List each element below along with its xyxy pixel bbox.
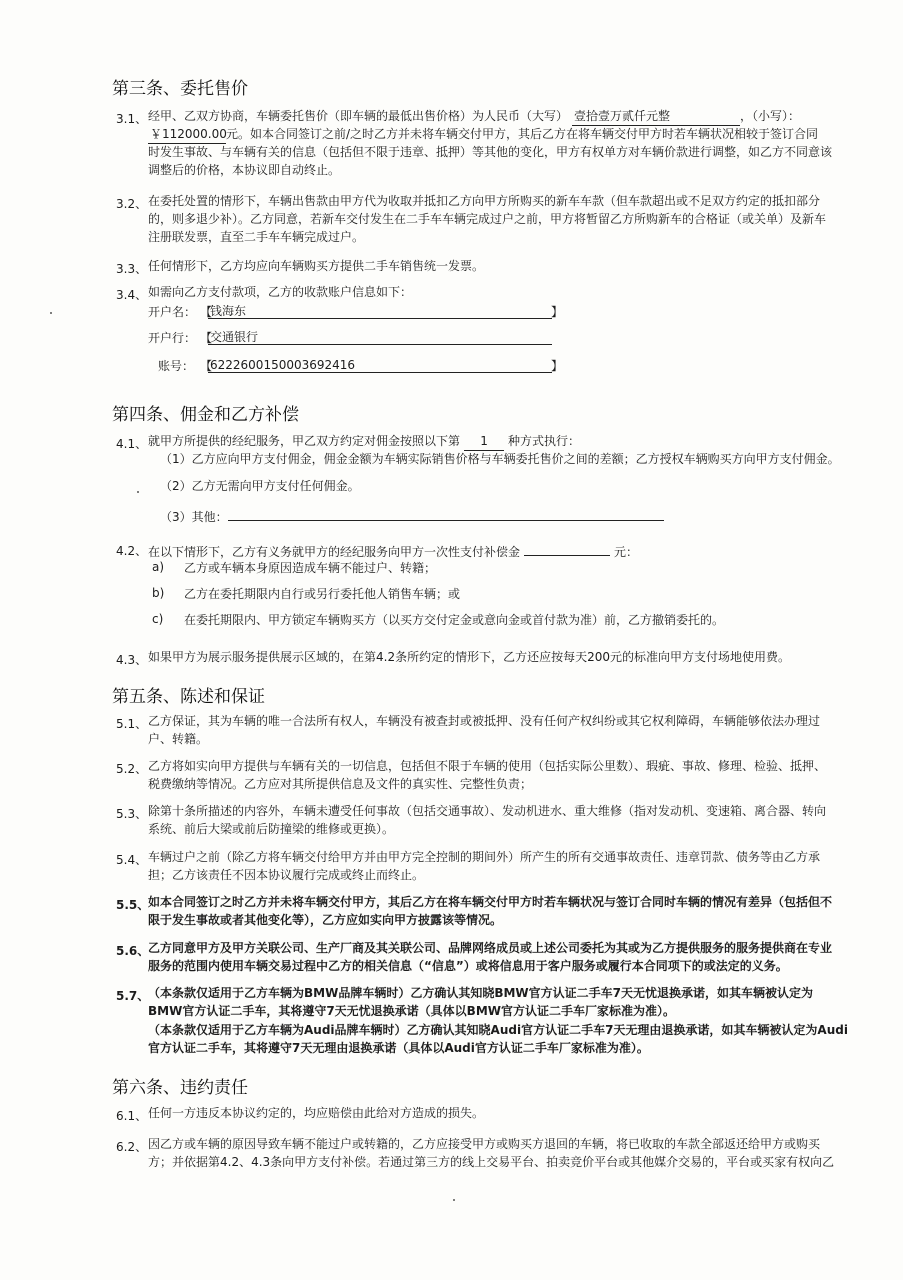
clause-5-2-number: 5.2、 xyxy=(116,762,148,776)
bank-field: 交通银行 xyxy=(208,329,552,345)
clause-6-2-number: 6.2、 xyxy=(116,1140,148,1154)
clause-5-1-number: 5.1、 xyxy=(116,717,148,731)
compensation-amount-field xyxy=(524,539,610,556)
clause-6-1-line-1: 任何一方违反本协议约定的，均应赔偿由此给对方造成的损失。 xyxy=(148,1106,485,1120)
clause-5-5-line-2: 限于发生事故或者其他变化等），乙方应如实向甲方披露该等情况。 xyxy=(148,913,503,927)
clause-5-3-number: 5.3、 xyxy=(116,807,148,821)
clause-6-2-line-2: 方；并依据第4.2、4.3条向甲方支付补偿。若通过第三方的线上交易平台、拍卖竞价平台或其他媒介交易的，平台或买家有权向乙 xyxy=(148,1155,835,1169)
commission-option-3 xyxy=(160,504,664,526)
clause-5-6-number: 5.6、 xyxy=(116,944,150,958)
article-4-heading: 第四条、佣金和乙方补偿 xyxy=(112,405,299,425)
clause-6-1-number: 6.1、 xyxy=(116,1109,148,1123)
clause-5-3-line-1: 除第十条所描述的内容外，车辆未遭受任何事故（包括交通事故）、发动机进水、重大维修（指对发动机、变速箱、离合器、转向 xyxy=(148,804,827,818)
clause-5-7-line-2: BMW官方认证二手车，其将遵守7天无忧退换承诺（具体以BMW官方认证二手车厂家标准为准）。 xyxy=(148,1004,676,1018)
case-c-marker: c) xyxy=(152,612,164,626)
commission-option-1: （1）乙方应向甲方支付佣金，佣金金额为车辆实际销售价格与车辆委托售价之间的差额；乙方授权车辆购买方向甲方支付佣金。 xyxy=(160,452,840,466)
case-c-text: 在委托期限内、甲方锁定车辆购买方（以买方交付定金或意向金或首付款为准）前，乙方撤销委托的。 xyxy=(184,613,725,627)
account-number-label: 账号： xyxy=(158,359,195,373)
clause-5-7-line-1: （本条款仅适用于乙方车辆为BMW品牌车辆时）乙方确认其知晓BMW官方认证二手车7天无忧退换承诺，如其车辆被认定为 xyxy=(148,986,814,1000)
clause-3-2-line-2: 的，则多退少补）。乙方同意，若新车交付发生在二手车车辆完成过户之前，甲方将暂留乙方所购新车的合格证（或关单）及新车 xyxy=(148,212,827,226)
clause-3-1-line-1 xyxy=(148,107,800,126)
commission-option-2: （2）乙方无需向甲方支付任何佣金。 xyxy=(160,479,360,493)
clause-4-3-line-1: 如果甲方为展示服务提供展示区域的，在第4.2条所约定的情形下，乙方还应按每天200元的标准向甲方支付场地使用费。 xyxy=(148,650,790,664)
clause-5-4-line-2: 担；乙方该责任不因本协议履行完成或终止而终止。 xyxy=(148,868,425,882)
clause-3-4-number: 3.4、 xyxy=(116,288,148,302)
account-holder-close-bracket: 】 xyxy=(551,305,564,319)
price-upper-field: 壹拾壹万贰仟元整 xyxy=(572,107,740,126)
clause-4-2-number: 4.2、 xyxy=(116,544,148,558)
case-b-text: 乙方在委托期限内自行或另行委托他人销售车辆；或 xyxy=(184,587,461,601)
case-a-marker: a) xyxy=(152,560,165,574)
account-number-field: 6222600150003692416 xyxy=(208,357,552,373)
account-holder-open-bracket: 【 xyxy=(200,305,213,319)
account-holder-field: 钱海东 xyxy=(208,303,552,319)
clause-5-1-line-1: 乙方保证，其为车辆的唯一合法所有权人，车辆没有被查封或被抵押、没有任何产权纠纷或其它权利障碍，车辆能够依法办理过 xyxy=(148,714,821,728)
clause-3-1-number: 3.1、 xyxy=(116,112,148,126)
clause-5-5-number: 5.5、 xyxy=(116,898,150,912)
clause-3-1-line-2 xyxy=(148,125,818,144)
clause-5-2-line-2: 税费缴纳等情况。乙方应对其所提供信息及文件的真实性、完整性负责； xyxy=(148,777,533,791)
clause-5-6-line-1: 乙方同意甲方及甲方关联公司、生产厂商及其关联公司、品牌网络成员或上述公司委托为其或为乙方提供服务的服务提供商在专业 xyxy=(148,941,833,955)
clause-4-3-number: 4.3、 xyxy=(116,653,148,667)
clause-5-7-line-3: （本条款仅适用于乙方车辆为Audi品牌车辆时）乙方确认其知晓Audi官方认证二手车7天无理由退换承诺，如其车辆被认定为Audi xyxy=(148,1023,848,1037)
case-b-marker: b) xyxy=(152,586,165,600)
clause-4-2-text: 在以下情形下，乙方有义务就甲方的经纪服务向甲方一次性支付补偿金 xyxy=(148,545,521,559)
commission-method-field: 1 xyxy=(464,432,504,451)
clause-4-1-line-1 xyxy=(148,432,580,451)
clause-3-1-line-4: 调整后的价格，本协议即自动终止。 xyxy=(148,163,341,177)
case-a-text: 乙方或车辆本身原因造成车辆不能过户、转籍； xyxy=(184,561,437,575)
clause-4-1-text: 就甲方所提供的经纪服务，甲乙双方约定对佣金按照以下第 xyxy=(148,434,461,448)
clause-3-3-line-1: 任何情形下，乙方均应向车辆购买方提供二手车销售统一发票。 xyxy=(148,259,485,273)
clause-5-7-number: 5.7、 xyxy=(116,989,150,1003)
account-number-open-bracket: 【 xyxy=(200,359,213,373)
clause-5-4-number: 5.4、 xyxy=(116,853,148,867)
article-5-heading: 第五条、陈述和保证 xyxy=(112,687,265,707)
article-6-heading: 第六条、违约责任 xyxy=(112,1078,248,1098)
account-number-close-bracket: 】 xyxy=(551,359,564,373)
commission-other-field xyxy=(228,504,664,521)
clause-5-6-line-2: 服务的范围内使用车辆交易过程中乙方的相关信息（“信息”）或将信息用于客户服务或履行本合同项下的或法定的义务。 xyxy=(148,959,788,973)
clause-3-1-lower-label: ，（小写）： xyxy=(740,109,801,123)
bank-open-bracket: 【 xyxy=(200,331,213,345)
clause-4-1-number: 4.1、 xyxy=(116,437,148,451)
bank-label: 开户行： xyxy=(148,331,197,345)
scan-speck xyxy=(137,491,139,493)
clause-5-1-line-2: 户、转籍。 xyxy=(148,732,209,746)
compensation-unit: 元： xyxy=(614,545,639,559)
clause-5-7-line-4: 官方认证二手车，其将遵守7天无理由退换承诺（具体以Audi官方认证二手车厂家标准为准）。 xyxy=(148,1041,649,1055)
account-holder-label: 开户名： xyxy=(148,305,197,319)
clause-3-1-line-3: 时发生事故、与车辆有关的信息（包括但不限于违章、抵押）等其他的变化，甲方有权单方对车辆价款进行调整，如乙方不同意该 xyxy=(148,145,833,159)
clause-5-3-line-2: 系统、前后大梁或前后防撞梁的维修或更换）。 xyxy=(148,822,395,836)
clause-3-2-number: 3.2、 xyxy=(116,197,148,211)
clause-3-1-text: 经甲、乙双方协商，车辆委托售价（即车辆的最低出售价格）为人民币（大写） xyxy=(148,109,569,123)
clause-3-3-number: 3.3、 xyxy=(116,262,148,276)
clause-6-2-line-1: 因乙方或车辆的原因导致车辆不能过户或转籍的，乙方应接受甲方或购买方退回的车辆，将已收取的车款全部返还给甲方或购买 xyxy=(148,1137,821,1151)
clause-4-1-text-end: 种方式执行： xyxy=(508,434,581,448)
clause-4-2-line-1 xyxy=(148,539,638,561)
clause-5-5-line-1: 如本合同签订之时乙方并未将车辆交付甲方，其后乙方在将车辆交付甲方时若车辆状况与签订合同时车辆的情况有差异（包括但不 xyxy=(148,895,833,909)
article-3-heading: 第三条、委托售价 xyxy=(112,79,248,99)
clause-3-1-text-2: 元。如本合同签订之前/之时乙方并未将车辆交付甲方，其后乙方在将车辆交付甲方时若车辆状况相较于签订合同 xyxy=(226,127,819,141)
clause-5-2-line-1: 乙方将如实向甲方提供与车辆有关的一切信息，包括但不限于车辆的使用（包括实际公里数）、瑕疵、事故、修理、检验、抵押、 xyxy=(148,759,827,773)
clause-3-2-line-1: 在委托处置的情形下，车辆出售款由甲方代为收取并抵扣乙方向甲方所购买的新车车款（但车款超出或不足双方约定的抵扣部分 xyxy=(148,194,821,208)
clause-5-4-line-1: 车辆过户之前（除乙方将车辆交付给甲方并由甲方完全控制的期间外）所产生的所有交通事故责任、违章罚款、债务等由乙方承 xyxy=(148,850,821,864)
scan-speck xyxy=(50,312,52,314)
scan-speck xyxy=(453,1199,455,1201)
clause-3-2-line-3: 注册联发票，直至二手车车辆完成过户。 xyxy=(148,230,365,244)
price-lower-field: ￥112000.00 xyxy=(148,125,226,144)
clause-3-4-line-1: 如需向乙方支付款项，乙方的收款账户信息如下： xyxy=(148,285,413,299)
commission-option-3-label: （3）其他： xyxy=(160,510,228,524)
